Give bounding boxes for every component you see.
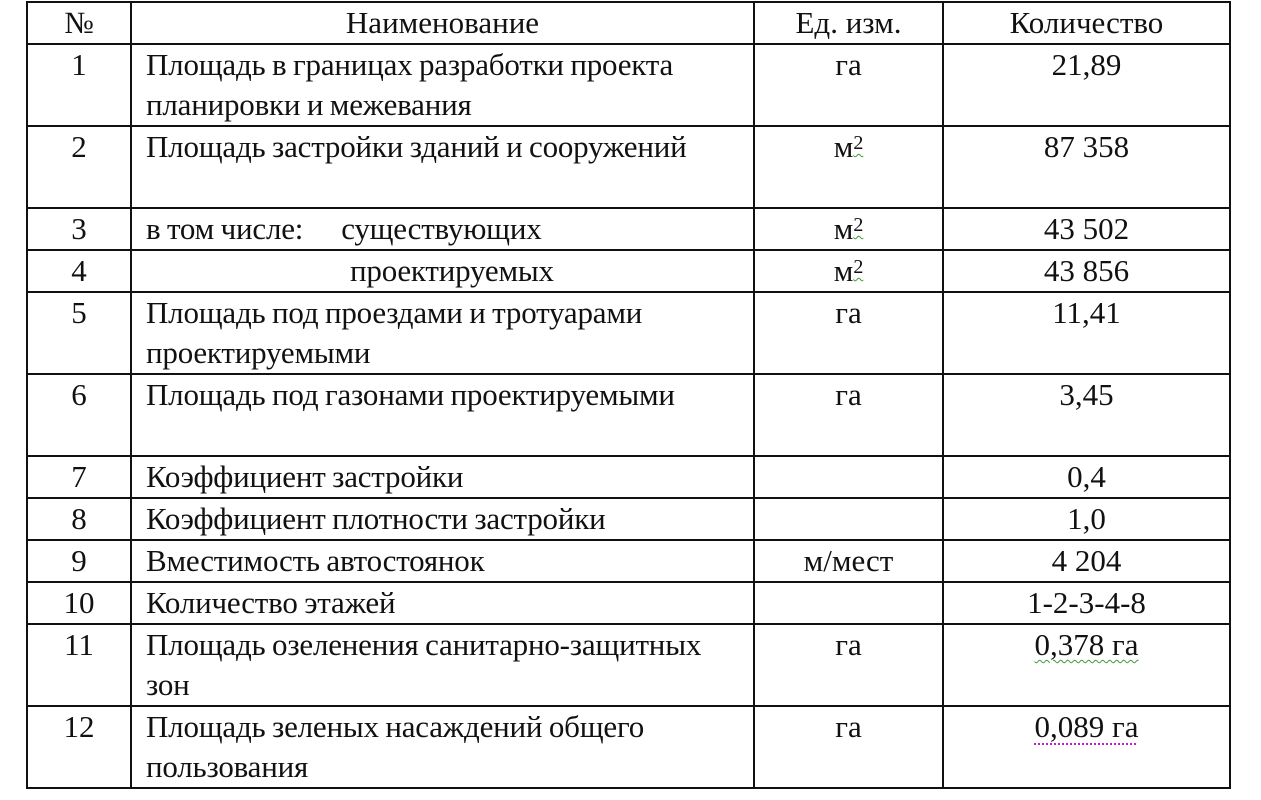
row-name: Площадь озеленения санитарно-защитных зон <box>131 624 754 706</box>
row-num: 8 <box>27 498 131 540</box>
table-row <box>27 498 1230 540</box>
table-row <box>27 706 1230 788</box>
row-num: 3 <box>27 208 131 250</box>
table-row <box>27 582 1230 624</box>
unit-m-base: м <box>833 129 854 164</box>
header-qty: Количество <box>943 2 1230 44</box>
row-unit <box>754 208 943 250</box>
row-name: Вместимость автостоянок <box>131 540 754 582</box>
row-unit: га <box>754 292 943 374</box>
row-num: 11 <box>27 624 131 706</box>
table-row <box>27 44 1230 126</box>
table-row <box>27 126 1230 208</box>
unit-m-base: м <box>833 253 854 288</box>
indicators-table <box>26 1 1231 789</box>
row-num: 10 <box>27 582 131 624</box>
row-name-text: существующих <box>341 211 542 246</box>
table-row <box>27 250 1230 292</box>
unit-m-superscript: 2 <box>853 214 864 236</box>
row-unit <box>754 498 943 540</box>
row-unit <box>754 456 943 498</box>
table-header-row <box>27 2 1230 44</box>
row-name: проектируемых <box>131 250 754 292</box>
row-unit: га <box>754 44 943 126</box>
row-num: 2 <box>27 126 131 208</box>
row-qty: 0,4 <box>943 456 1230 498</box>
header-name: Наименование <box>131 2 754 44</box>
row-num: 9 <box>27 540 131 582</box>
header-unit: Ед. изм. <box>754 2 943 44</box>
row-qty-value: 0,089 га <box>1034 709 1139 744</box>
header-num: № <box>27 2 131 44</box>
row-qty: 11,41 <box>943 292 1230 374</box>
row-qty-value: 0,378 га <box>1034 627 1139 662</box>
row-qty <box>943 624 1230 706</box>
row-num: 7 <box>27 456 131 498</box>
row-name: Коэффициент плотности застройки <box>131 498 754 540</box>
row-name: Коэффициент застройки <box>131 456 754 498</box>
row-qty: 43 502 <box>943 208 1230 250</box>
row-name: Площадь в границах разработки проекта планировки и межевания <box>131 44 754 126</box>
row-num: 12 <box>27 706 131 788</box>
unit-m-superscript: 2 <box>853 256 864 278</box>
row-unit: м/мест <box>754 540 943 582</box>
row-unit: га <box>754 374 943 456</box>
row-qty: 87 358 <box>943 126 1230 208</box>
table-row <box>27 456 1230 498</box>
row-num: 6 <box>27 374 131 456</box>
row-unit: га <box>754 624 943 706</box>
row-unit <box>754 582 943 624</box>
row-qty: 3,45 <box>943 374 1230 456</box>
row-name: Площадь под газонами проектируемыми <box>131 374 754 456</box>
table-row <box>27 208 1230 250</box>
row-qty <box>943 706 1230 788</box>
table-row <box>27 624 1230 706</box>
row-unit <box>754 250 943 292</box>
row-unit <box>754 126 943 208</box>
row-name: Площадь под проездами и тротуарами проектируемыми <box>131 292 754 374</box>
row-num: 1 <box>27 44 131 126</box>
row-qty: 1-2-3-4-8 <box>943 582 1230 624</box>
row-qty: 21,89 <box>943 44 1230 126</box>
row-qty: 4 204 <box>943 540 1230 582</box>
row-num: 5 <box>27 292 131 374</box>
table-row <box>27 374 1230 456</box>
row-name: Количество этажей <box>131 582 754 624</box>
row-qty: 1,0 <box>943 498 1230 540</box>
unit-m-superscript: 2 <box>853 132 864 154</box>
row-num: 4 <box>27 250 131 292</box>
row-qty: 43 856 <box>943 250 1230 292</box>
row-name: Площадь зеленых насаждений общего пользования <box>131 706 754 788</box>
table-row <box>27 540 1230 582</box>
row-name <box>131 208 754 250</box>
table-row <box>27 292 1230 374</box>
row-name: Площадь застройки зданий и сооружений <box>131 126 754 208</box>
row-unit: га <box>754 706 943 788</box>
row-name-prefix: в том числе: <box>146 211 304 246</box>
unit-m-base: м <box>833 211 854 246</box>
